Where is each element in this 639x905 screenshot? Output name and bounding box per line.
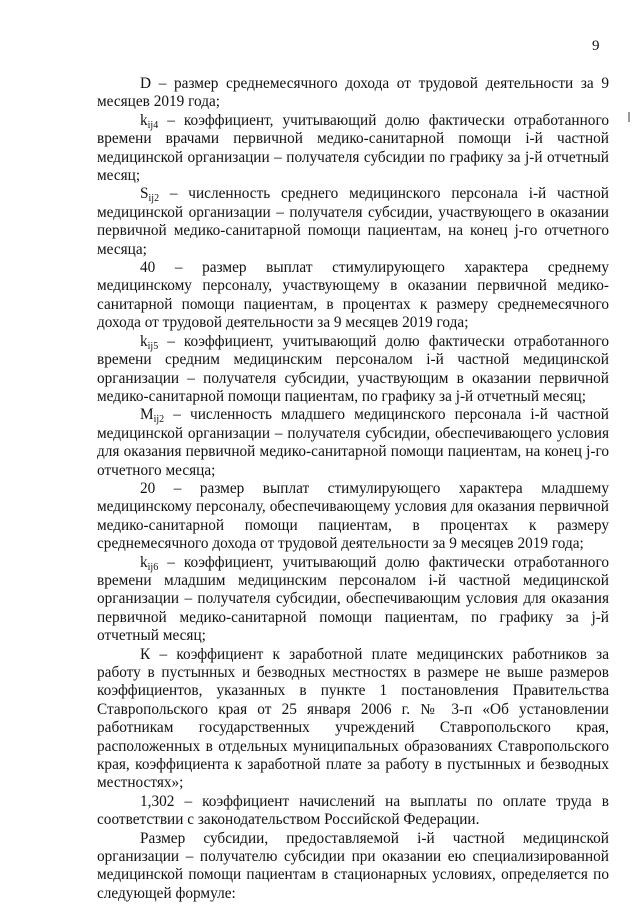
paragraph-text: – численность среднего медицинского персонала i-й частной медицинской организации – получателя субсидии, участвующего в оказании первичной медико-санитарной помощи пациентам, на конец j-го отчетного месяца; — [97, 185, 609, 258]
variable-symbol: D — [140, 75, 152, 92]
paragraph-kij4-definition — [97, 112, 609, 186]
scan-edge-mark — [628, 112, 630, 122]
variable-symbol: k — [140, 553, 148, 571]
paragraph-text: – коэффициент, учитывающий долю фактически отработанного времени врачами первичной медико-санитарной помощи i-й частной медицинской организации – получателя субсидии по графику за j-й отчетный месяц; — [97, 111, 609, 185]
variable-symbol: M — [140, 406, 154, 424]
document-body — [97, 75, 609, 903]
paragraph-kij5-definition — [97, 333, 609, 407]
variable-subscript: ij5 — [147, 340, 159, 352]
paragraph-text: 40 – размер выплат стимулирующего характера среднему медицинскому персоналу, участвующему в оказании первичной медико-санитарной помощи пациентам, в процентах к размеру среднемесячного дохода от трудовой деятельности за 9 месяцев 2019 года; — [97, 259, 609, 332]
paragraph-text: – численность младшего медицинского персонала i-й частной медицинской организации – получателя субсидии, обеспечивающего условия для оказания первичной медико-санитарной помощи пациентам, на конец j-го отчетного месяца; — [97, 406, 609, 479]
paragraph-20-definition — [97, 480, 609, 554]
variable-subscript: ij2 — [148, 193, 160, 205]
page-number: 9 — [592, 38, 600, 54]
variable-symbol: k — [140, 111, 148, 129]
paragraph-text: Размер субсидии, предоставляемой i-й частной медицинской организации – получателю субсидии при оказании ею специализированной медицинской помощи пациентам в стационарных условиях, определяется по следующей формуле: — [97, 829, 609, 902]
paragraph-text: – коэффициент, учитывающий долю фактически отработанного времени средним медицинским персоналом i-й частной медицинской организации – получателя субсидии, участвующим в оказании первичной медико-санитарной помощи пациентам, по графику за j-й отчетный месяц; — [97, 332, 609, 405]
paragraph-text: – размер среднемесячного дохода от трудовой деятельности за 9 месяцев 2019 года; — [97, 75, 609, 111]
paragraph-text: 20 – размер выплат стимулирующего характера младшему медицинскому персоналу, обеспечивающему условия для оказания первичной медико-санитарной помощи пациентам, в процентах к размеру среднемесячного дохода от трудовой деятельности за 9 месяцев 2019 года; — [97, 479, 609, 553]
paragraph-40-definition — [97, 259, 609, 333]
paragraph-text: К – коэффициент к заработной плате медицинских работников за работу в пустынных и безводных местностях в размере не выше размеров коэффициентов, указанных в пункте 1 постановления Правительства Ставропольского края от 25 января 2006 г. № 3-п «Об установлении работникам государственных учреждений Ставропольского края, расположенных в отдельных муниципальных образованиях Ставропольского края, коэффициента к заработной плате за работу в пустынных и безводных местностях»; — [97, 645, 609, 792]
variable-symbol: k — [140, 332, 148, 350]
paragraph-subsidy-formula-intro — [97, 830, 609, 904]
paragraph-text: 1,302 – коэффициент начислений на выплаты по оплате труда в соответствии с законодательством Российской Федерации. — [97, 792, 609, 829]
paragraph-1302-definition — [97, 793, 609, 830]
paragraph-k-definition — [97, 646, 609, 793]
paragraph-mij2-definition — [97, 406, 609, 480]
variable-symbol: S — [140, 185, 149, 203]
paragraph-text: – коэффициент, учитывающий долю фактически отработанного времени младшим медицинским персоналом i-й частной медицинской организации – получателя субсидии, обеспечивающим условия для оказания первичной медико-санитарной помощи пациентам, по графику за j-й отчетный месяц; — [97, 553, 609, 645]
variable-subscript: ij2 — [153, 414, 165, 426]
paragraph-kij6-definition — [97, 554, 609, 646]
variable-subscript: ij6 — [147, 561, 159, 573]
paragraph-sij2-definition — [97, 185, 609, 259]
paragraph-d-definition — [97, 75, 609, 112]
variable-subscript: ij4 — [147, 119, 159, 131]
